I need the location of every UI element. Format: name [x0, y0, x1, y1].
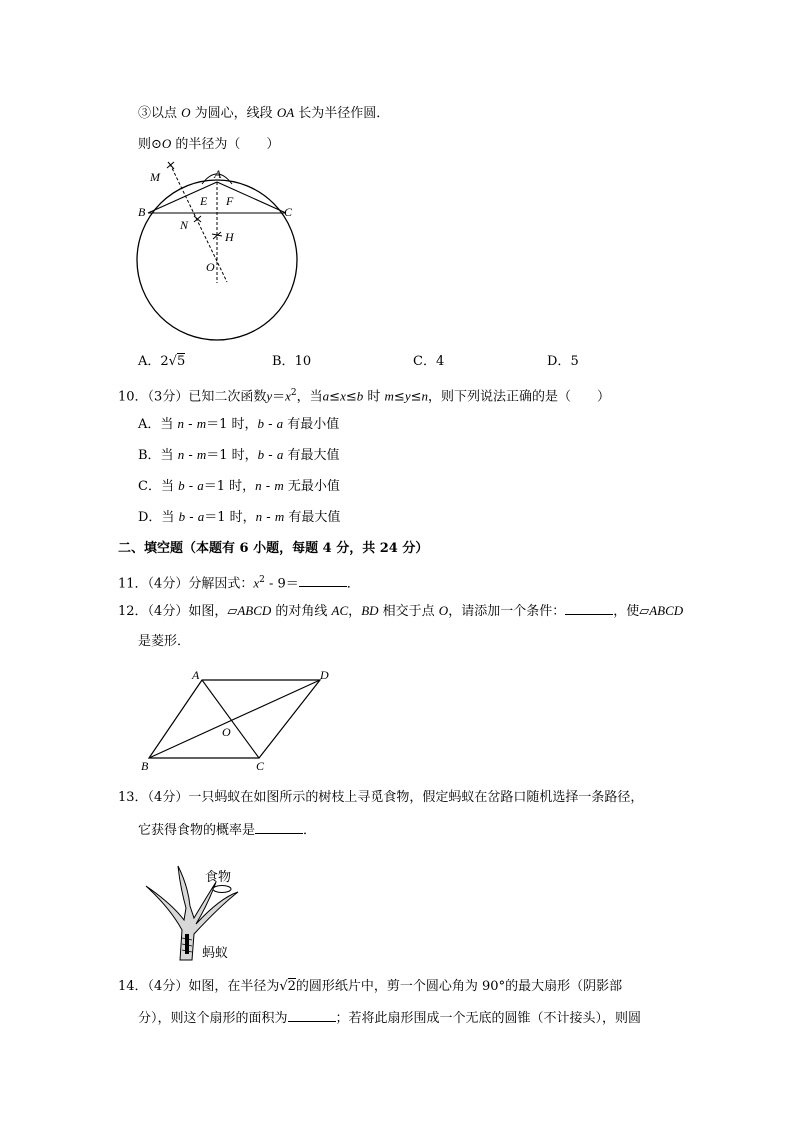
- var: a: [197, 509, 205, 524]
- q9-step3: [138, 104, 389, 123]
- text: ，使: [613, 604, 640, 619]
- text: ＝1 时，: [203, 479, 256, 494]
- text: D．当: [138, 510, 179, 525]
- text: ，请添加一个条件：: [448, 604, 566, 619]
- choice-value: 2: [160, 354, 169, 369]
- label-N: N: [180, 218, 189, 232]
- text: -: [184, 417, 197, 432]
- exponent: 2: [259, 575, 265, 585]
- label-B: B: [141, 759, 149, 773]
- var: b: [178, 478, 185, 493]
- choice-letter: C．: [413, 354, 436, 369]
- text: ；若将此扇形围成一个无底的圆锥（不计接头），则圆: [335, 1011, 642, 1026]
- var: b: [257, 416, 264, 431]
- text: 12．（4分）如图，: [118, 604, 228, 619]
- parallelogram-symbol: ▱: [227, 604, 238, 619]
- var: ABCD: [237, 603, 272, 618]
- q9-choice-b: [272, 353, 311, 371]
- var: ABCD: [649, 603, 684, 618]
- text: 它获得食物的概率是: [138, 823, 256, 838]
- arc-mark-N: [194, 216, 201, 222]
- answer-blank[interactable]: [299, 574, 347, 587]
- choice-letter: B．: [272, 354, 295, 369]
- var: m: [274, 478, 284, 493]
- text: ，则下列说法正确的是（ ）: [428, 389, 611, 405]
- text: ．: [303, 823, 317, 838]
- var: a: [276, 416, 284, 431]
- diagonal-AC: [202, 680, 259, 758]
- var: n: [177, 416, 185, 431]
- text: 有最大值: [284, 510, 341, 525]
- q9-choice-c: [413, 353, 444, 371]
- var: m: [274, 509, 285, 524]
- label-C: C: [256, 759, 265, 773]
- var: a: [197, 478, 204, 493]
- food-label: 食物: [205, 870, 232, 885]
- q10-option-c: [138, 477, 340, 496]
- label-O: O: [206, 260, 215, 274]
- q12-line2: 是菱形．: [138, 634, 191, 649]
- ant-label: 蚂蚁: [202, 946, 229, 961]
- arc-mark-M: [167, 162, 174, 169]
- q9-choice-a: [138, 353, 185, 371]
- label-M: M: [150, 170, 160, 184]
- var: x: [253, 575, 260, 591]
- diagonal-BD: [149, 680, 320, 758]
- text: 长为半径作圆．: [294, 106, 390, 121]
- text: ≤: [410, 389, 422, 405]
- text: 的半径为（ ）: [171, 137, 280, 152]
- q12-stem: [118, 602, 683, 621]
- parallelogram-symbol: ▱: [639, 604, 650, 619]
- label-E: E: [200, 194, 208, 208]
- text: ＝1 时，: [204, 510, 256, 525]
- label-C: C: [284, 205, 293, 219]
- q9-choice-d: [547, 353, 579, 371]
- text: 14．（4分）如图，在半径为: [118, 979, 280, 994]
- text: ＝1 时，: [206, 448, 258, 463]
- text: -: [262, 510, 275, 525]
- text: ，当: [296, 389, 323, 405]
- text: ≤: [393, 389, 405, 405]
- label-A: A: [214, 167, 222, 181]
- text: -: [185, 510, 198, 525]
- text: A．当: [138, 417, 178, 432]
- var-OA: OA: [276, 105, 295, 120]
- sqrt-sign: √: [279, 979, 288, 994]
- text: 分），则这个扇形的面积为: [138, 1011, 288, 1026]
- var: AC: [331, 603, 349, 618]
- var: b: [178, 509, 186, 524]
- text: 相交于点: [378, 604, 439, 619]
- choice-value: 10: [294, 354, 312, 369]
- section-heading: 二、填空题（本题有 6 小题，每题 4 分，共 24 分）: [118, 541, 429, 556]
- q10-option-d: [138, 508, 340, 527]
- text: -: [184, 479, 198, 494]
- var: b: [356, 388, 364, 404]
- choice-letter: D．: [547, 354, 571, 369]
- text: 无最小值: [283, 479, 340, 494]
- q12-parallelogram-figure: [138, 666, 338, 776]
- text: ≤: [329, 389, 341, 405]
- q13-line2: [138, 821, 316, 840]
- answer-blank[interactable]: [288, 1009, 336, 1022]
- text: C．当: [138, 479, 179, 494]
- text: 有最小值: [283, 417, 340, 432]
- text: -: [264, 417, 277, 432]
- q9-ask: [138, 135, 279, 154]
- choice-value: 5: [570, 354, 579, 369]
- choice-letter: A．: [138, 354, 161, 369]
- text: 以点: [151, 106, 182, 121]
- q10-option-a: [138, 415, 339, 434]
- answer-blank[interactable]: [255, 821, 303, 834]
- var-O: O: [161, 136, 172, 151]
- var: m: [196, 447, 207, 462]
- text: -: [264, 448, 277, 463]
- text: 10．（3分）已知二次函数: [118, 389, 267, 405]
- text: B．当: [138, 448, 178, 463]
- exponent: 2: [290, 388, 297, 398]
- text: 有最大值: [283, 448, 340, 463]
- q10-option-b: [138, 446, 339, 465]
- text: 的对角线: [271, 604, 332, 619]
- text: 的圆形纸片中，剪一个圆心角为 90°的最大扇形（阴影部: [295, 979, 623, 994]
- q10-stem: [118, 384, 610, 406]
- var: y: [266, 388, 273, 404]
- label-F: F: [226, 194, 234, 208]
- radicand: 5: [176, 354, 186, 369]
- q13-branch-figure: [136, 858, 256, 962]
- label-A: A: [192, 668, 200, 682]
- text: ＝1 时，: [206, 417, 258, 432]
- text: 则⊙: [138, 137, 162, 152]
- var: n: [255, 478, 262, 493]
- text: -: [261, 479, 275, 494]
- var: BD: [361, 603, 379, 618]
- var: a: [276, 447, 284, 462]
- label-H: H: [225, 230, 234, 244]
- choice-value: 4: [435, 354, 445, 369]
- var: b: [257, 447, 265, 462]
- q11-stem: [118, 571, 360, 593]
- label-D: D: [320, 668, 329, 682]
- var: n: [421, 388, 428, 404]
- text: 时: [363, 389, 385, 405]
- text: 为圆心，线段: [190, 106, 277, 121]
- q9-circle-figure: [132, 158, 312, 348]
- label-B: B: [138, 205, 146, 219]
- label-O: O: [222, 725, 231, 739]
- text: - 9＝: [264, 576, 299, 592]
- text: 11．（4分）分解因式：: [118, 576, 254, 592]
- var: m: [384, 388, 394, 404]
- var: n: [177, 447, 185, 462]
- text: ≤: [345, 389, 357, 405]
- text: ．: [346, 576, 360, 592]
- food-item: [213, 886, 231, 893]
- answer-blank[interactable]: [565, 602, 613, 615]
- text: ，: [348, 604, 362, 619]
- var: n: [255, 509, 263, 524]
- text: -: [184, 448, 197, 463]
- var: O: [438, 603, 449, 618]
- var: y: [404, 388, 411, 404]
- q13-line1: 13．（4分）一只蚂蚁在如图所示的树枝上寻觅食物，假定蚂蚁在岔路口随机选择一条路径，: [118, 790, 644, 805]
- var: a: [322, 388, 330, 404]
- step-marker: ③: [138, 106, 152, 121]
- sqrt-sign: √: [168, 354, 177, 369]
- var-O: O: [181, 105, 191, 120]
- var: x: [285, 388, 291, 404]
- radicand: 2: [287, 979, 296, 994]
- var: m: [196, 416, 207, 431]
- q14-line2: [138, 1009, 641, 1028]
- text: ＝: [272, 389, 286, 405]
- q14-line1: [118, 978, 622, 996]
- var: x: [340, 388, 346, 404]
